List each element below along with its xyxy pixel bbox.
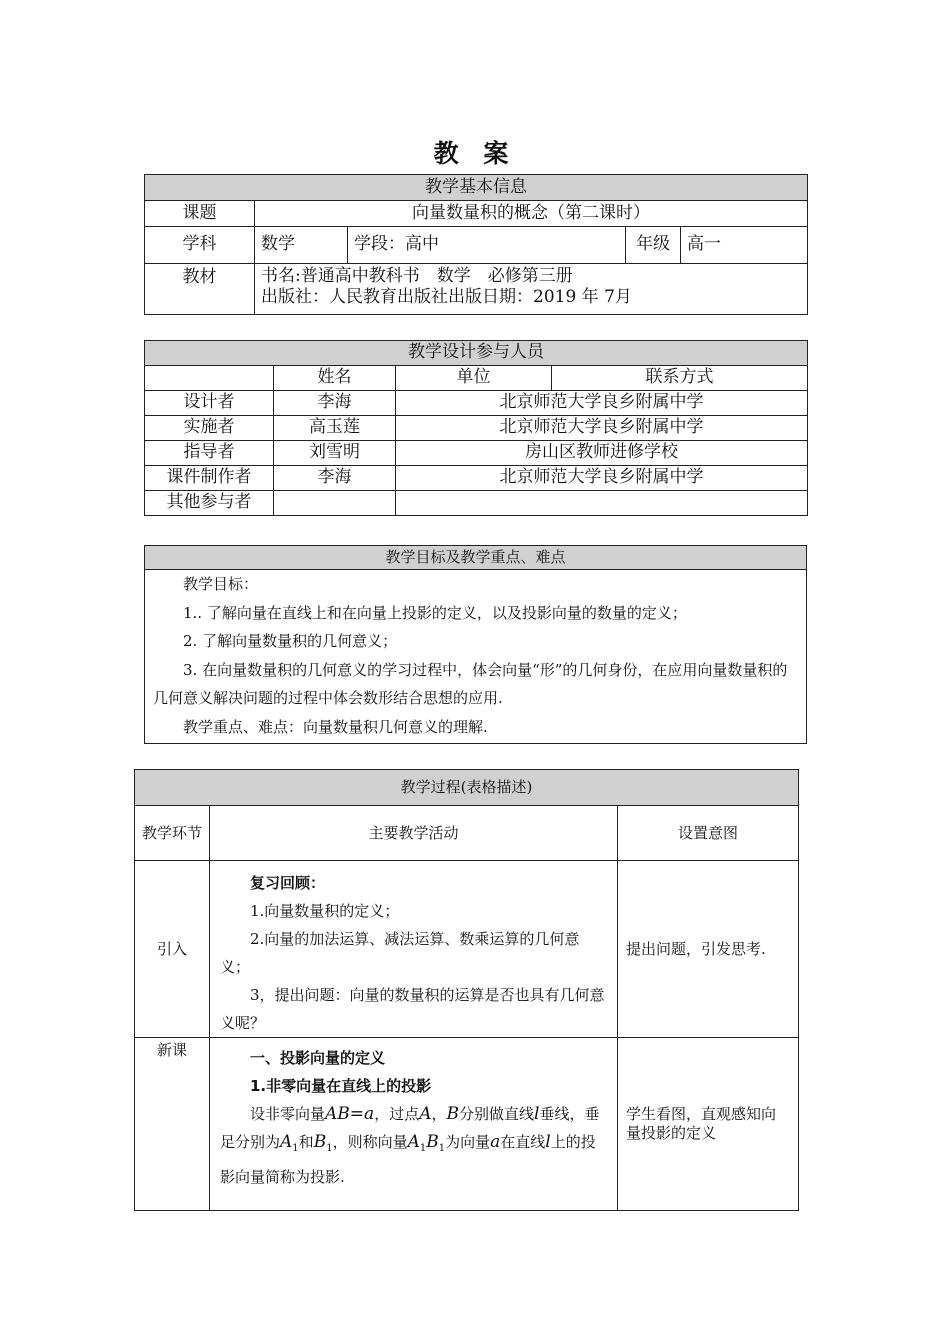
material-publisher: 出版社：人民教育出版社出版日期：2019 年 7月 — [261, 287, 632, 308]
intro-heading: 复习回顾： — [250, 874, 326, 892]
newlesson-intent: 学生看图，直观感知向量投影的定义 — [618, 1038, 799, 1211]
material-book: 书名:普通高中教科书 数学 必修第三册 — [261, 266, 573, 286]
page-title: 教 案 — [433, 139, 517, 168]
grade-label: 年级 — [626, 227, 681, 264]
newlesson-heading2: 1.非零向量在直线上的投影 — [250, 1077, 432, 1095]
newlesson-paragraph: 设非零向量AB=a，过点A，B分别做直线l垂线，垂足分别为$A_1$和$B_1$，则称向量$A_1B_1$为向量a在直线l上的投影向量简称为投影. — [220, 1104, 600, 1186]
table-row — [135, 1038, 799, 1211]
staff-col-contact: 联系方式 — [552, 366, 808, 391]
table-row — [135, 861, 799, 1038]
staff-unit: 房山区教师进修学校 — [396, 441, 808, 466]
intro-line: 3，提出问题：向量的数量积的运算是否也具有几何意义呢？ — [220, 986, 605, 1032]
staff-table — [144, 340, 808, 516]
process-table — [134, 769, 799, 1211]
staff-name — [274, 491, 396, 516]
intro-line: 1.向量数量积的定义； — [250, 902, 400, 920]
staff-name: 高玉莲 — [274, 416, 396, 441]
topic-label: 课题 — [145, 201, 255, 227]
staff-col-role — [145, 366, 274, 391]
staff-col-unit: 单位 — [396, 366, 552, 391]
staff-role: 指导者 — [145, 441, 274, 466]
table-row — [145, 391, 808, 416]
staff-role: 课件制作者 — [145, 466, 274, 491]
intro-stage: 引入 — [135, 861, 210, 1038]
goals-line: 教学目标： — [183, 575, 259, 593]
subject-label: 学科 — [145, 227, 255, 264]
staff-role: 其他参与者 — [145, 491, 274, 516]
process-col-stage: 教学环节 — [135, 806, 210, 861]
newlesson-stage: 新课 — [135, 1038, 210, 1211]
intro-activity — [210, 861, 618, 1038]
table-row — [145, 491, 808, 516]
basic-info-header: 教学基本信息 — [145, 175, 808, 201]
material-value — [255, 264, 808, 315]
grade-value: 高一 — [681, 227, 808, 264]
table-row — [145, 441, 808, 466]
table-row — [145, 466, 808, 491]
staff-name: 李海 — [274, 466, 396, 491]
goals-table — [144, 545, 807, 744]
subject-value: 数学 — [255, 227, 348, 264]
goals-line: 2. 了解向量数量积的几何意义； — [183, 632, 398, 650]
staff-col-name: 姓名 — [274, 366, 396, 391]
intro-intent: 提出问题，引发思考. — [618, 861, 799, 1038]
goals-line: 1.. 了解向量在直线上和在向量上投影的定义，以及投影向量的数量的定义； — [183, 603, 687, 622]
goals-line: 3. 在向量数量积的几何意义的学习过程中，体会向量“形”的几何身份，在应用向量数量积的几何意义解决问题的过程中体会数形结合思想的应用. — [153, 660, 788, 707]
goals-body — [145, 570, 807, 744]
staff-role: 实施者 — [145, 416, 274, 441]
newlesson-heading1: 一、投影向量的定义 — [250, 1049, 386, 1067]
basic-info-table — [144, 174, 808, 315]
stage-value: 学段：高中 — [348, 227, 626, 264]
topic-value: 向量数量积的概念（第二课时） — [255, 201, 808, 227]
staff-unit — [396, 491, 808, 516]
process-header: 教学过程(表格描述) — [135, 770, 799, 806]
staff-unit: 北京师范大学良乡附属中学 — [396, 391, 808, 416]
staff-unit: 北京师范大学良乡附属中学 — [396, 466, 808, 491]
goals-line: 教学重点、难点：向量数量积几何意义的理解. — [183, 717, 488, 736]
material-label: 教材 — [145, 264, 255, 315]
newlesson-activity — [210, 1038, 618, 1211]
staff-name: 刘雪明 — [274, 441, 396, 466]
process-col-activity: 主要教学活动 — [210, 806, 618, 861]
goals-header: 教学目标及教学重点、难点 — [145, 546, 807, 570]
staff-unit: 北京师范大学良乡附属中学 — [396, 416, 808, 441]
process-col-intent: 设置意图 — [618, 806, 799, 861]
intro-line: 2.向量的加法运算、减法运算、数乘运算的几何意义； — [220, 930, 580, 976]
table-row — [145, 416, 808, 441]
staff-header: 教学设计参与人员 — [145, 341, 808, 366]
staff-name: 李海 — [274, 391, 396, 416]
staff-role: 设计者 — [145, 391, 274, 416]
